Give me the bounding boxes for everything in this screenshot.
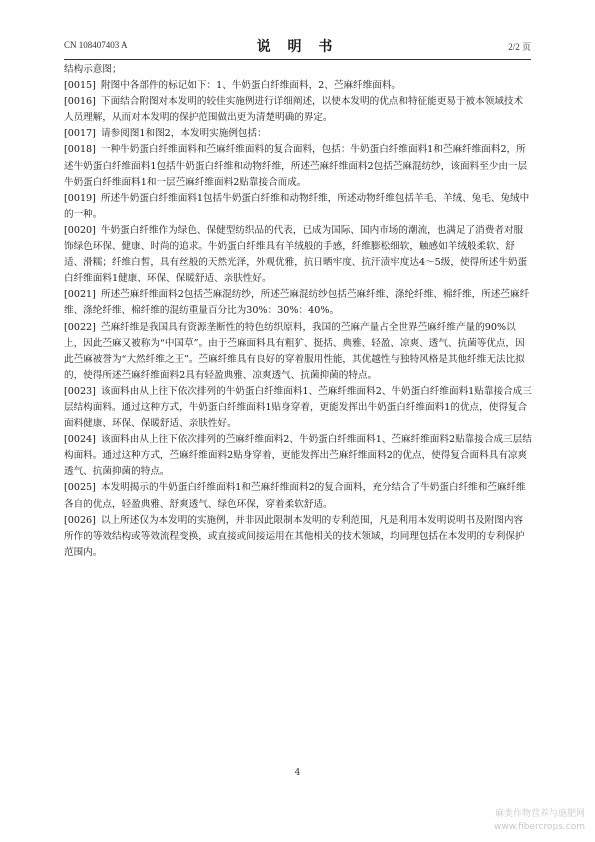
page-number: 4 [294, 768, 301, 778]
paragraph-number: [0017] [64, 128, 96, 140]
paragraph-number: [0019] [64, 192, 96, 204]
paragraph-number: [0016] [64, 96, 96, 108]
paragraph-text: 所述苎麻纤维面料2包括苎麻混纺纱，所述苎麻混纺纱包括苎麻纤维、涤纶纤维、棉纤维，所述苎麻纤维、涤纶纤维、棉纤维的混纺重量百分比为30%：30%：40%。 [64, 289, 530, 317]
paragraph-number: [0018] [64, 144, 96, 156]
publication-number: CN 108407403 A [64, 40, 128, 50]
paragraph-number: [0024] [64, 434, 96, 446]
paragraph-number: [0025] [64, 482, 96, 494]
paragraph-number: [0015] [64, 80, 96, 92]
watermark-site-name: 麻类作物营养与施肥网 [494, 809, 585, 819]
paragraph-text: 下面结合附图对本发明的较佳实施例进行详细阐述，以使本发明的优点和特征能更易于被本领域技术人员理解，从而对本发明的保护范围做出更为清楚明确的界定。 [64, 96, 524, 124]
page-count: 2/2 页 [508, 42, 531, 52]
header-rule [64, 59, 531, 60]
paragraph [64, 513, 532, 561]
paragraph-list [64, 78, 532, 561]
page-header [64, 36, 531, 56]
paragraph [64, 191, 532, 223]
paragraph-text: 请参阅图1和图2，本发明实施例包括： [101, 128, 267, 140]
paragraph [64, 142, 532, 190]
paragraph [64, 432, 532, 480]
paragraph-text: 附图中各部件的标记如下：1、牛奶蛋白纤维面料，2、苎麻纤维面料。 [101, 80, 402, 92]
lead-line: 结构示意图； [64, 64, 122, 75]
paragraph-text: 一种牛奶蛋白纤维面料和苎麻纤维面料的复合面料，包括：牛奶蛋白纤维面料1和苎麻纤维面料2，所述牛奶蛋白纤维面料1包括牛奶蛋白纤维和动物纤维，所述苎麻纤维面料2包括苎麻混纺纱，该面料至少由一层牛奶蛋白纤维面料1和一层苎麻纤维面料2贴靠接合而成。 [64, 144, 528, 188]
paragraph [64, 384, 532, 432]
paragraph-text: 所述牛奶蛋白纤维面料1包括牛奶蛋白纤维和动物纤维，所述动物纤维包括羊毛、羊绒、兔毛、兔绒中的一种。 [64, 192, 530, 220]
paragraph [64, 126, 532, 142]
watermark [494, 808, 585, 834]
paragraph-number: [0023] [64, 385, 96, 397]
document-title: 说 明 书 [256, 39, 339, 55]
paragraph-text: 牛奶蛋白纤维作为绿色、保健型纺织品的代表，已成为国际、国内市场的潮流，也满足了消费者对服饰绿色环保、健康、时尚的追求。牛奶蛋白纤维具有羊绒般的手感，纤维膨松细软，触感如羊绒般柔软、舒适、滑糯；纤维白皙，具有丝般的天然光泽，外观优雅，抗日晒牢度、抗汗渍牢度达4～5级，使得所述牛奶蛋白纤维面料1健康、环保、保暖舒适、亲肤性好。 [64, 224, 528, 285]
paragraph [64, 320, 532, 384]
paragraph [64, 78, 532, 94]
paragraph-text: 该面料由从上往下依次排列的牛奶蛋白纤维面料1、苎麻纤维面料2、牛奶蛋白纤维面料1贴靠接合成三层结构面料。通过这种方式，牛奶蛋白纤维面料1贴身穿着，更能发挥出牛奶蛋白纤维面料1的优点，使得复合面料健康、环保、保暖舒适、亲肤性好。 [64, 385, 532, 430]
paragraph-number: [0020] [64, 224, 96, 236]
paragraph-text: 以上所述仅为本发明的实施例，并非因此限制本发明的专利范围，凡是利用本发明说明书及附图内容所作的等效结构或等效流程变换，或直接或间接运用在其他相关的技术领域，均同理包括在本发明的专利保护范围内。 [64, 514, 525, 558]
watermark-url: www.fibercrops.com [494, 822, 585, 832]
paragraph-text: 该面料由从上往下依次排列的苎麻纤维面料2、牛奶蛋白纤维面料1、苎麻纤维面料2贴靠接合成三层结构面料。通过这种方式，苎麻纤维面料2贴身穿着，更能发挥出苎麻纤维面料2的优点，使得复合面料具有凉爽透气、抗菌抑菌的特点。 [64, 434, 532, 478]
paragraph-text: 苎麻纤维是我国具有资源垄断性的特色纺织原料，我国的苎麻产量占全世界苎麻纤维产量的90%以上，因此苎麻又被称为“中国草”。由于苎麻面料具有粗犷、挺括、典雅、轻盈、凉爽、透气、抗菌等优点，因此苎麻被誉为“大然纤维之王”。苎麻纤维具有良好的穿着服用性能，其优越性与独特风格是其他纤维无法比拟的，使得所述苎麻纤维面料2具有轻盈典雅、凉爽透气、抗菌抑菌的特点。 [64, 321, 525, 381]
paragraph [64, 287, 532, 319]
paragraph-text: 本发明揭示的牛奶蛋白纤维面料1和苎麻纤维面料2的复合面料，充分结合了牛奶蛋白纤维和苎麻纤维各自的优点，轻盈典雅、舒爽透气、绿色环保，穿着柔软舒适。 [64, 482, 526, 510]
paragraph [64, 480, 532, 512]
paragraph [64, 223, 532, 287]
paragraph-number: [0021] [64, 289, 96, 301]
description-body [64, 62, 532, 561]
paragraph [64, 94, 532, 126]
paragraph-number: [0022] [64, 321, 96, 333]
paragraph-number: [0026] [64, 514, 96, 526]
